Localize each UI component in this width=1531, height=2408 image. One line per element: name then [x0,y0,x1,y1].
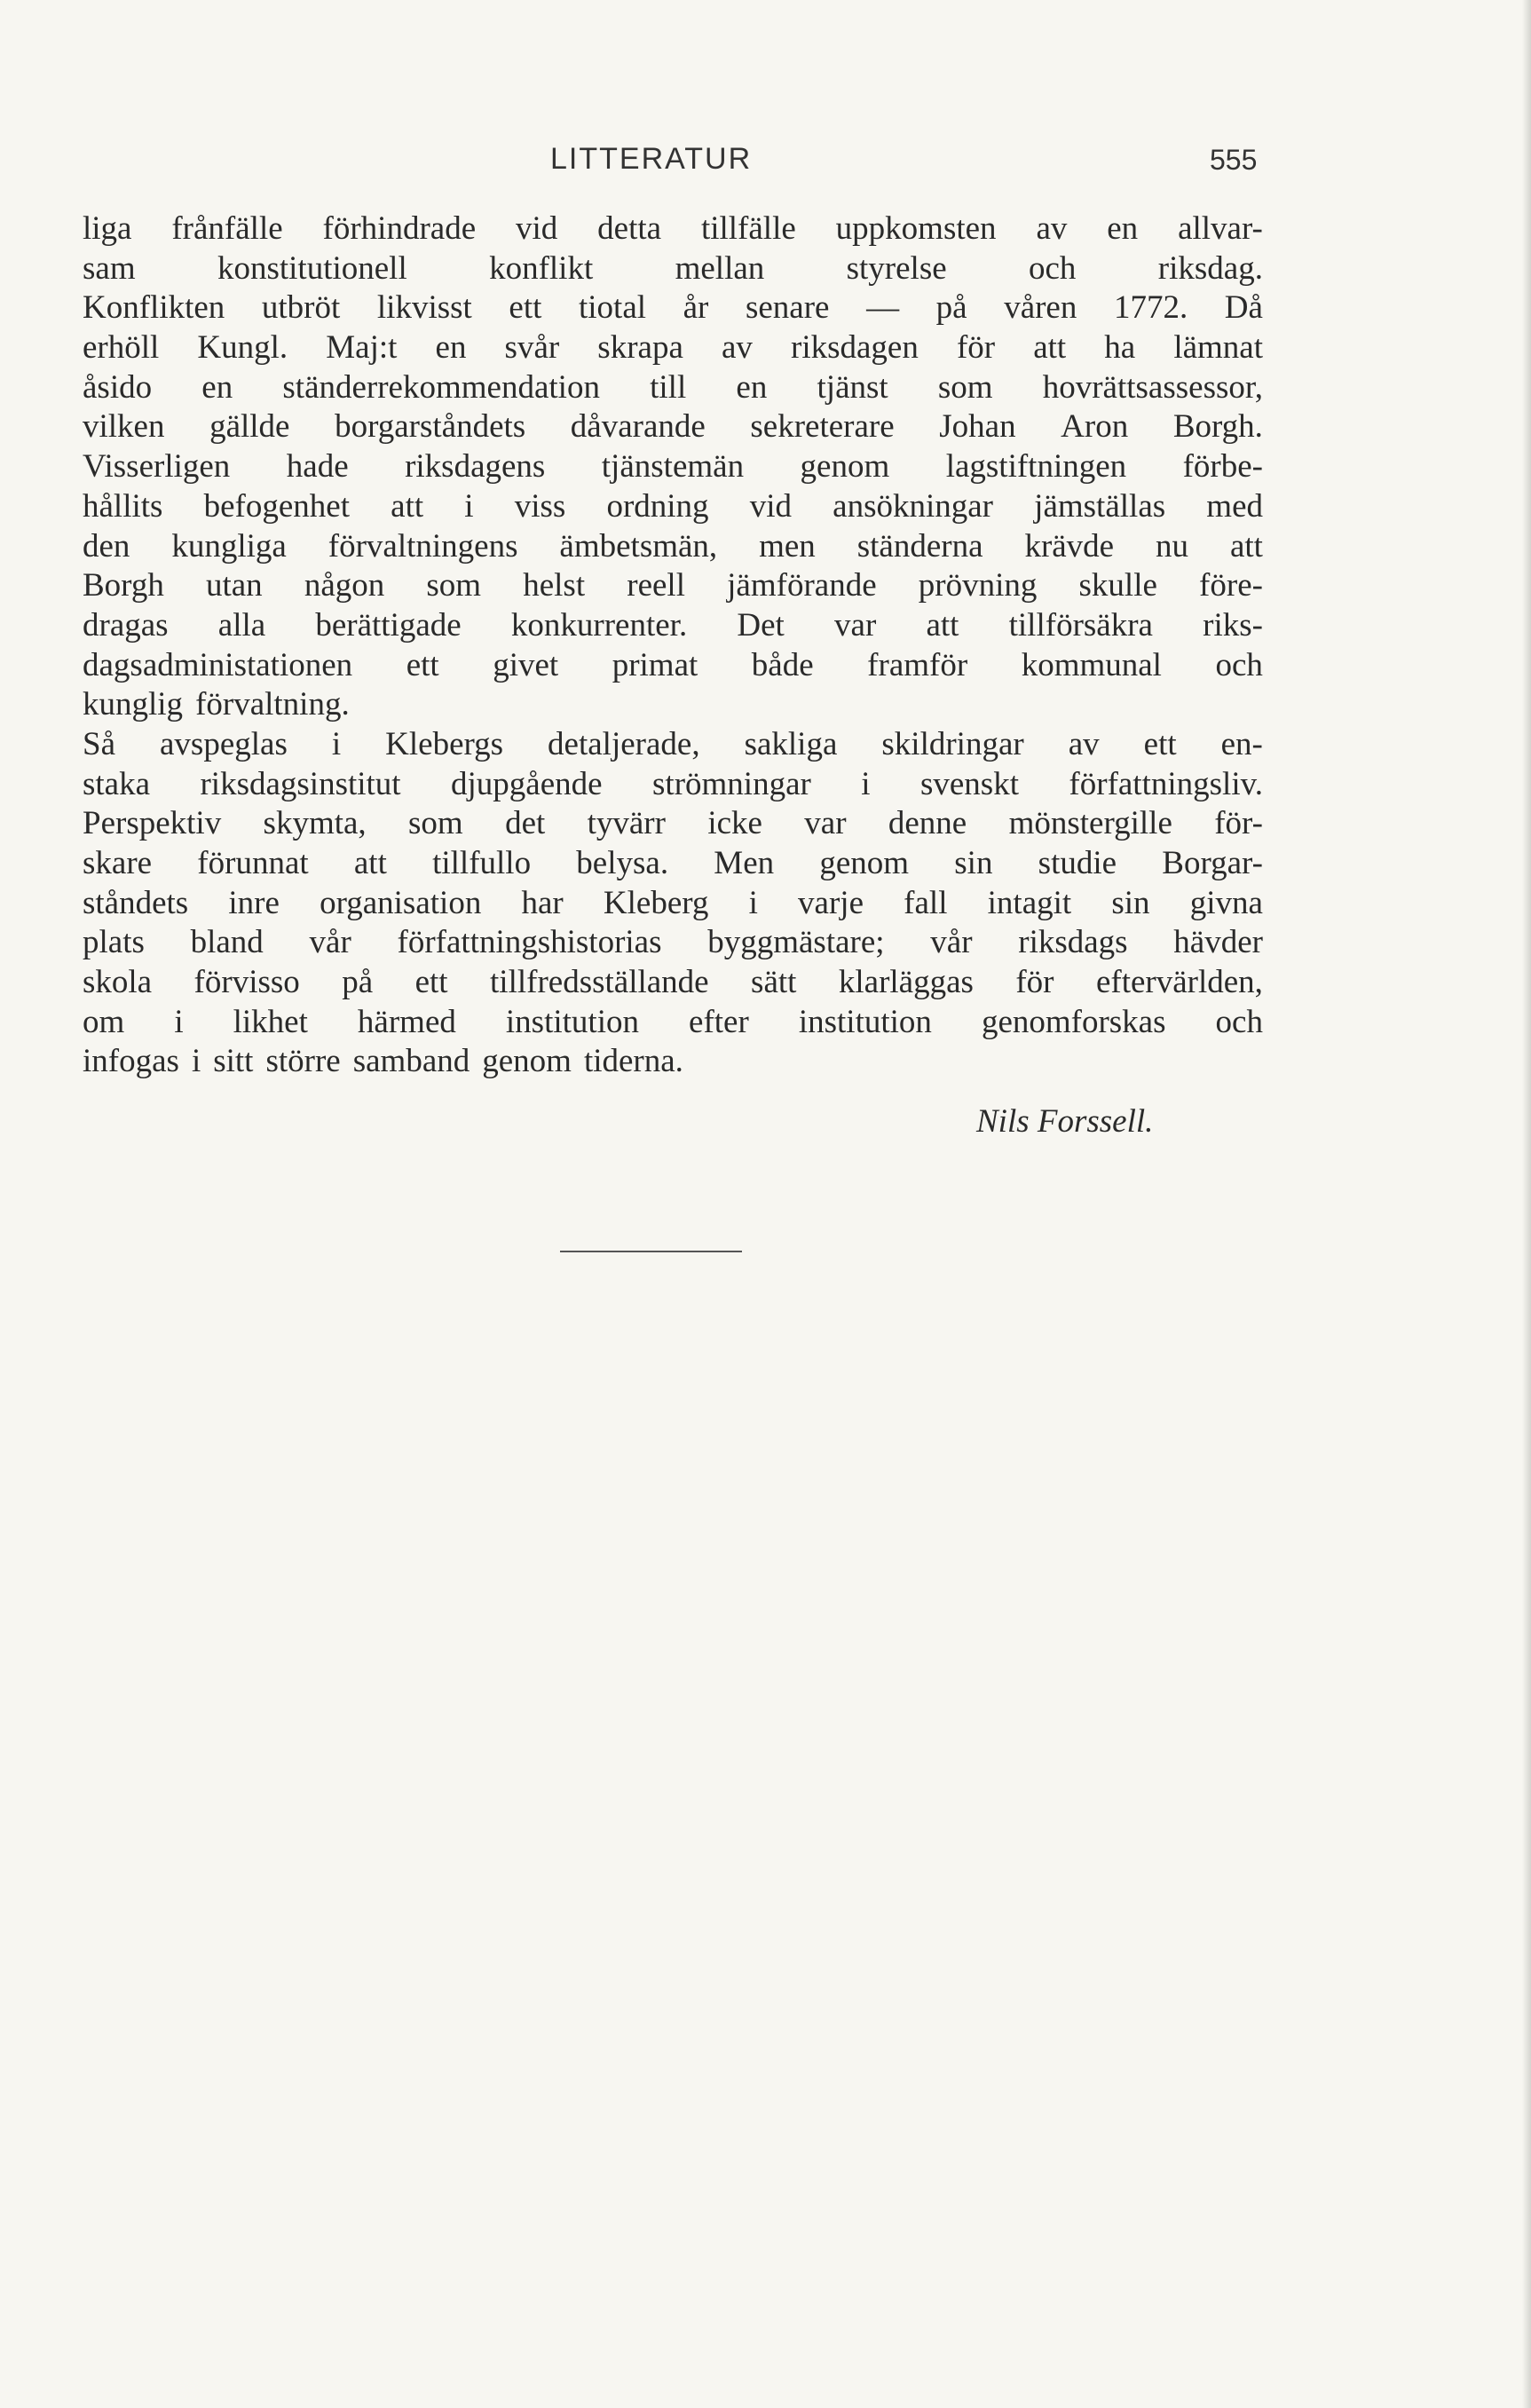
word: i [748,884,758,921]
word: ståndets [83,884,189,921]
word: hävder [1173,924,1263,961]
word: erhöll [83,329,160,367]
word: Johan [939,408,1016,446]
word: ständerna [856,527,983,564]
word: som [408,805,463,842]
word: tiderna. [583,1043,683,1080]
word: konstitutionell [217,249,407,287]
word: och [1215,646,1263,683]
word: ett [406,646,439,683]
word: studie [1038,845,1117,881]
word: Konflikten [83,289,225,327]
text-line [83,487,1263,527]
word: kungliga [171,527,287,564]
text-line [83,963,1263,1003]
word: att [1033,329,1067,367]
word: Men [714,845,775,881]
word: styrelse [846,249,947,287]
word: ständerrekommendation [282,368,600,406]
word: kommunal [1021,646,1162,683]
word: om [83,1003,125,1040]
word: alla [217,606,266,643]
text-line [83,646,1263,686]
word: den [83,527,130,564]
word: skare [83,845,153,881]
word: allvar- [1178,210,1263,247]
word: skymta, [263,805,367,842]
word: organisation [320,884,482,921]
word: någon [304,567,385,604]
word: författningshistorias [397,924,662,961]
word: Visserligen [83,448,231,486]
word: Då [1224,289,1263,327]
word: riksdagens [405,448,546,486]
word: ett [414,964,448,1001]
word: vår [930,924,973,961]
word: av [1036,210,1068,247]
word: likhet [233,1003,308,1040]
word: på [935,289,967,327]
word: sakliga [744,725,838,762]
word: djupgående [451,765,603,802]
word: det [505,805,546,842]
word: som [426,567,482,604]
word: strömningar [652,765,811,802]
word: konkurrenter. [510,606,688,643]
word: Det [737,606,785,643]
word: för [956,329,996,367]
word: i [861,765,871,802]
word: sin [954,845,993,881]
word: förvaltning. [195,686,350,723]
text-line [83,209,1263,249]
word: både [751,646,814,683]
word: lämnat [1173,329,1263,367]
word: tillförsäkra [1008,606,1153,643]
text-line [83,765,1263,805]
word: var [834,606,877,643]
word: vår [309,924,351,961]
word: ansökningar [833,487,994,525]
word: förvisso [193,964,300,1001]
word: att [1229,527,1263,564]
word: staka [83,765,151,802]
word: med [1206,487,1263,525]
text-line [83,923,1263,963]
word: reell [627,567,685,604]
word: på [342,964,374,1001]
word: till [650,368,687,406]
word: en [435,329,467,367]
word: intagit [987,884,1072,921]
word: samband [352,1043,470,1080]
word: institution [798,1003,932,1040]
word: av [1068,725,1100,762]
word: tiotal [578,289,647,327]
word: dåvarande [570,408,706,446]
word: i [191,1043,201,1080]
word: ett [1143,725,1177,762]
text-line [83,447,1263,487]
word: hovrättsassessor, [1042,368,1263,406]
word: befogenhet [203,487,350,525]
word: lagstiftningen [945,448,1127,486]
word: jämställas [1034,487,1166,525]
word: år [683,289,709,327]
word: sam [83,249,136,287]
word: Kungl. [197,329,288,367]
word: liga [83,210,132,247]
word: hållits [83,487,163,525]
word: plats [83,924,145,961]
word: tyvärr [587,805,666,842]
word: avspeglas [160,725,288,762]
word: — [866,289,900,327]
word: Perspektiv [83,805,222,842]
word: genom [800,448,890,486]
word: vid [516,210,558,247]
word: men [759,527,816,564]
word: skola [83,964,153,1001]
word: svenskt [919,765,1019,802]
word: berättigade [315,606,462,643]
word: riksdagsinstitut [200,765,401,802]
word: konflikt [489,249,594,287]
word: genomforskas [981,1003,1166,1040]
word: fall [904,884,948,921]
word: kunglig [83,686,184,723]
word: riksdag. [1157,249,1263,287]
word: för- [1214,805,1263,842]
word: tillfredsställande [490,964,709,1001]
word: Borgh [83,567,164,604]
word: att [926,606,959,643]
text-line [83,328,1263,368]
word: tillfullo [432,845,532,881]
word: svår [504,329,560,367]
word: inre [228,884,280,921]
word: åsido [83,368,153,406]
word: dagsadministationen [83,646,353,683]
end-rule-divider [560,1251,742,1252]
word: förunnat [197,845,309,881]
word: Borgar- [1162,845,1263,881]
text-line [83,249,1263,289]
word: och [1029,249,1077,287]
word: var [804,805,847,842]
word: byggmästare; [707,924,885,961]
text-line [83,844,1263,884]
text-line [83,527,1263,567]
word: sin [1111,884,1150,921]
word: riksdagen [791,329,919,367]
word: sätt [751,964,797,1001]
word: dragas [83,606,169,643]
word: som [937,368,993,406]
word: en- [1220,725,1263,762]
word: ämbetsmän, [559,527,718,564]
word: givna [1189,884,1263,921]
word: prövning [918,567,1038,604]
word: hade [286,448,349,486]
author-signature: Nils Forssell. [976,1103,1154,1140]
word: skulle [1078,567,1157,604]
word: i [174,1003,184,1040]
word: mellan [675,249,765,287]
word: Klebergs [385,725,504,762]
word: i [331,725,342,762]
word: i [464,487,474,525]
word: primat [612,646,698,683]
word: författningsliv. [1069,765,1263,802]
word: varje [798,884,864,921]
word: större [265,1043,341,1080]
word: likvisst [376,289,472,327]
page-edge-shadow [1522,0,1531,2408]
text-line [83,606,1263,646]
word: icke [707,805,762,842]
word: utan [205,567,263,604]
word: en [1107,210,1139,247]
body-text [83,209,1263,1082]
running-title: LITTERATUR [550,142,753,176]
word: av [721,329,753,367]
text-line [83,884,1263,924]
word: sitt [213,1043,254,1080]
text-line [83,566,1263,606]
word: sekreterare [750,408,895,446]
word: en [201,368,233,406]
word: en [736,368,768,406]
word: nu [1156,527,1189,564]
text-line [83,725,1263,765]
word: tjänst [817,368,888,406]
word: vid [749,487,792,525]
text-line [83,685,1263,725]
word: tjänstemän [601,448,745,486]
word: uppkomsten [835,210,997,247]
word: ha [1104,329,1136,367]
word: ordning [606,487,709,525]
word: Så [83,725,115,762]
word: klarläggas [838,964,974,1001]
word: vilken [83,408,165,446]
word: utbröt [261,289,341,327]
word: mönstergille [1008,805,1172,842]
word: bland [190,924,264,961]
word: skrapa [597,329,683,367]
word: ett [509,289,542,327]
word: att [353,845,387,881]
word: givet [493,646,559,683]
word: förbe- [1182,448,1263,486]
word: härmed [357,1003,456,1040]
text-line [83,288,1263,328]
text-line [83,407,1263,447]
text-line [83,804,1263,844]
word: detaljerade, [548,725,700,762]
word: genom [819,845,910,881]
text-line [83,1003,1263,1043]
word: frånfälle [171,210,283,247]
word: borgarståndets [335,408,526,446]
word: jämförande [727,567,877,604]
word: detta [597,210,662,247]
word: viss [514,487,566,525]
word: tillfälle [700,210,796,247]
word: denne [888,805,967,842]
word: 1772. [1113,289,1188,327]
word: Aron [1061,408,1129,446]
text-line [83,1042,1263,1082]
word: riks- [1203,606,1263,643]
word: genom [482,1043,572,1080]
word: förhindrade [322,210,477,247]
word: helst [523,567,586,604]
word: och [1215,1003,1263,1040]
word: krävde [1024,527,1115,564]
word: senare [745,289,830,327]
word: våren [1004,289,1077,327]
page-number: 555 [1210,144,1258,176]
word: belysa. [576,845,669,881]
word: riksdags [1018,924,1128,961]
word: framför [867,646,968,683]
word: Kleberg [603,884,709,921]
word: Maj:t [326,329,398,367]
word: infogas [83,1043,179,1080]
word: att [391,487,424,525]
text-line [83,368,1263,408]
word: efter [689,1003,749,1040]
word: förvaltningens [328,527,518,564]
word: för [1015,964,1054,1001]
word: före- [1199,567,1263,604]
word: Borgh. [1172,408,1263,446]
word: har [521,884,564,921]
word: gällde [209,408,290,446]
word: skildringar [881,725,1024,762]
word: institution [505,1003,639,1040]
word: eftervärlden, [1095,964,1263,1001]
